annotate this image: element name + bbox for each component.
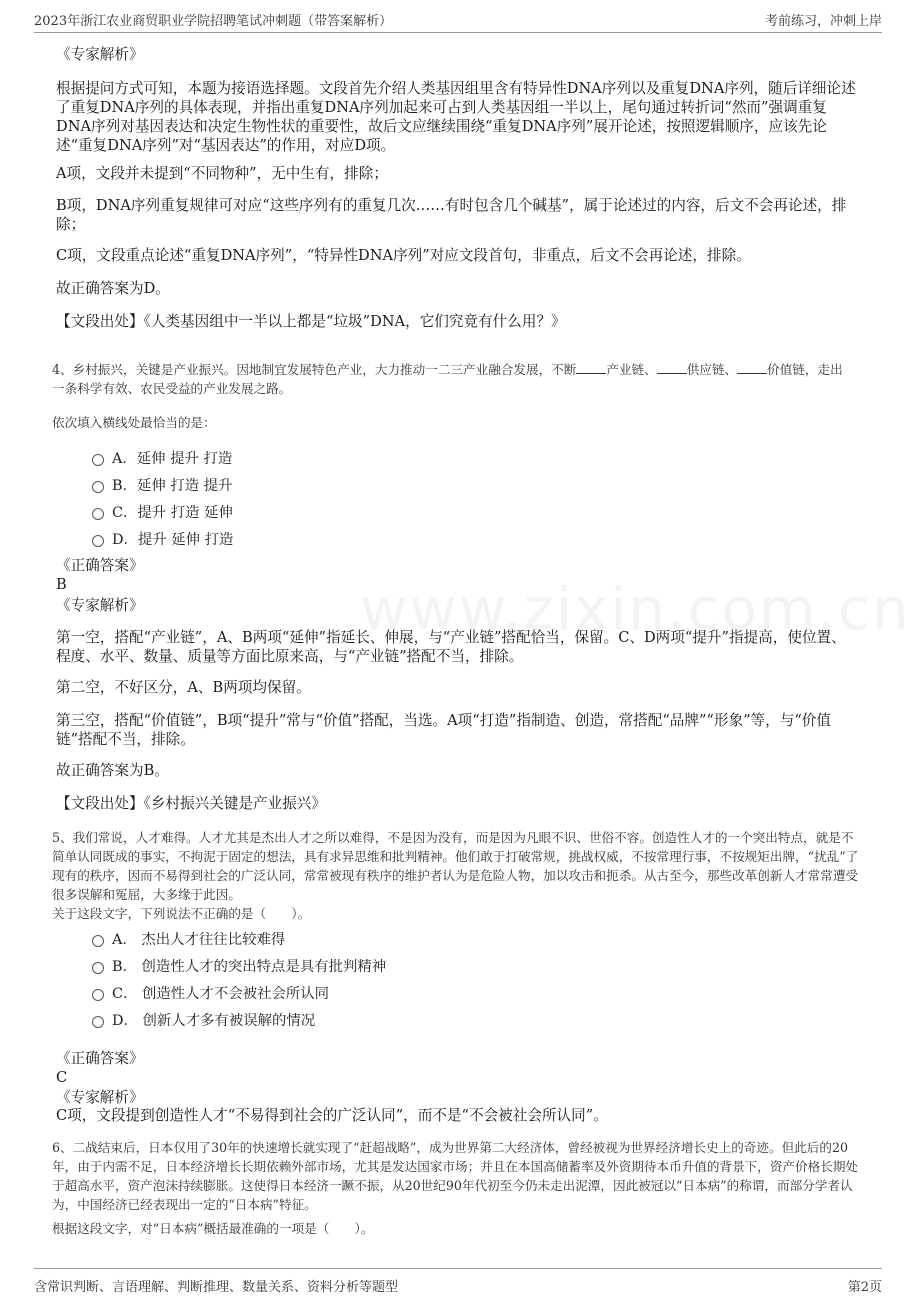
q5-analysis: C项，文段提到创造性人才“不易得到社会的广泛认同”，而不是“不会被社会所认同”。 bbox=[56, 1107, 608, 1124]
q4-option-d[interactable]: D．提升 延伸 打造 bbox=[92, 528, 233, 549]
q4-stem-e: 一条科学有效、农民受益的产业发展之路。 bbox=[52, 381, 292, 396]
q4-blank-1 bbox=[576, 363, 606, 374]
q5-answer-label: 《正确答案》 bbox=[56, 1050, 144, 1067]
q6-prompt: 根据这段文字，对“日本病”概括最准确的一项是（ ）。 bbox=[52, 1221, 374, 1236]
radio-icon[interactable] bbox=[92, 454, 104, 466]
q3-source: 【文段出处】《人类基因组中一半以上都是“垃圾”DNA，它们究竟有什么用？》 bbox=[56, 313, 566, 330]
q4-analysis-3: 第三空，搭配“价值链”，B项“提升”常与“价值”搭配，当选。A项“打造”指制造、创造，常搭配“品牌”“形象”等，与“价值链”搭配不当，排除。 bbox=[56, 712, 831, 748]
q3-option-c-analysis: C项，文段重点论述“重复DNA序列”，“特异性DNA序列”对应文段首句，非重点，后文不会再论述，排除。 bbox=[56, 247, 751, 264]
radio-icon[interactable] bbox=[92, 481, 104, 493]
q3-analysis: 根据提问方式可知，本题为接语选择题。文段首先介绍人类基因组里含有特异性DNA序列以及重复DNA序列，随后详细论述了重复DNA序列的具体表现，并指出重复DNA序列加起来可占到人类基因组一半以上，尾句通过转折词“然而”强调重复DNA序列对基因表达和决定生物性状的重要性，故后文应继续围绕“重复DNA序列”展开论述，按照逻辑顺序，应该先论述“重复DNA序列”对“基因表达”的作用，对应D项。 bbox=[56, 80, 856, 154]
q4-prompt: 依次填入横线处最恰当的是： bbox=[52, 415, 216, 430]
radio-icon[interactable] bbox=[92, 989, 104, 1001]
q4-option-b[interactable]: B．延伸 打造 提升 bbox=[92, 474, 232, 495]
q3-expert-label: 《专家解析》 bbox=[56, 46, 144, 63]
q5-option-a[interactable]: A． 杰出人才往往比较难得 bbox=[92, 928, 285, 949]
footer-topics: 含常识判断、言语理解、判断推理、数量关系、资料分析等题型 bbox=[34, 1280, 399, 1295]
q4-analysis-1: 第一空，搭配“产业链”，A、B两项“延伸”指延长、伸展，与“产业链”搭配恰当，保留。C、D两项“提升”指提高，使位置、程度、水平、数量、质量等方面比原来高，与“产业链”搭配不当，排除。 bbox=[56, 629, 846, 665]
q4-stem-b: 产业链、 bbox=[606, 362, 657, 377]
q3-conclusion: 故正确答案为D。 bbox=[56, 280, 170, 297]
q4-stem-a: 4、乡村振兴，关键是产业振兴。因地制宜发展特色产业，大力推动一二三产业融合发展，不断 bbox=[52, 362, 577, 377]
page-number: 第2页 bbox=[847, 1280, 882, 1295]
q4-stem-d: 价值链，走出 bbox=[767, 362, 843, 377]
header-slogan: 考前练习，冲刺上岸 bbox=[764, 14, 882, 29]
radio-icon[interactable] bbox=[92, 508, 104, 520]
q4-source: 【文段出处】《乡村振兴关键是产业振兴》 bbox=[56, 795, 326, 812]
page-header bbox=[34, 10, 882, 33]
q5-option-b[interactable]: B． 创造性人才的突出特点是具有批判精神 bbox=[92, 955, 386, 976]
q5-prompt: 关于这段文字，下列说法不正确的是（ ）。 bbox=[52, 906, 311, 921]
q4-stem-c: 供应链、 bbox=[686, 362, 738, 377]
q4-blank-3 bbox=[737, 363, 767, 374]
q5-expert-label: 《专家解析》 bbox=[56, 1089, 144, 1106]
q4-analysis-2: 第二空，不好区分，A、B两项均保留。 bbox=[56, 679, 311, 696]
radio-icon[interactable] bbox=[92, 1016, 104, 1028]
q5-answer: C bbox=[56, 1069, 68, 1086]
page-footer bbox=[34, 1268, 882, 1295]
q4-answer-label: 《正确答案》 bbox=[56, 557, 144, 574]
q4-conclusion: 故正确答案为B。 bbox=[56, 762, 169, 779]
radio-icon[interactable] bbox=[92, 535, 104, 547]
q4-expert-label: 《专家解析》 bbox=[56, 597, 144, 614]
q5-option-c[interactable]: C． 创造性人才不会被社会所认同 bbox=[92, 982, 329, 1003]
q4-blank-2 bbox=[657, 363, 687, 374]
q5-stem: 5、我们常说，人才难得。人才尤其是杰出人才之所以难得，不是因为没有，而是因为凡眼不识、世俗不容。创造性人才的一个突出特点，就是不简单认同既成的事实，不拘泥于固定的想法，具有求异思维和批判精神。他们敢于打破常规，挑战权威，不按常理行事，不按规矩出牌，“扰乱”了现有的秩序，因而不易得到社会的广泛认同，常常被现有秩序的维护者认为是危险人物，加以攻击和扼杀。从古至今，那些改革创新人才常常遭受很多误解和冤屈，大多缘于此因。 bbox=[52, 830, 859, 902]
q3-option-a-analysis: A项，文段并未提到“不同物种”，无中生有，排除； bbox=[56, 165, 388, 182]
q3-option-b-analysis: B项，DNA序列重复规律可对应“这些序列有的重复几次……有时包含几个碱基”，属于论述过的内容，后文不会再论述，排除； bbox=[56, 197, 847, 233]
radio-icon[interactable] bbox=[92, 962, 104, 974]
q4-stem bbox=[52, 360, 864, 398]
q4-option-c[interactable]: C．提升 打造 延伸 bbox=[92, 501, 233, 522]
q5-option-d[interactable]: D． 创新人才多有被误解的情况 bbox=[92, 1009, 315, 1030]
q4-option-a[interactable]: A．延伸 提升 打造 bbox=[92, 447, 232, 468]
header-title: 2023年浙江农业商贸职业学院招聘笔试冲刺题（带答案解析） bbox=[34, 14, 393, 29]
radio-icon[interactable] bbox=[92, 935, 104, 947]
q4-answer: B bbox=[56, 576, 67, 593]
q6-stem: 6、二战结束后，日本仅用了30年的快速增长就实现了“赶超战略”，成为世界第二大经济体，曾经被视为世界经济增长史上的奇迹。但此后的20年，由于内需不足，日本经济增长长期依赖外部市场，尤其是发达国家市场；并且在本国高储蓄率及外资期待本币升值的背景下，资产价格长期处于超高水平，资产泡沫持续膨胀。这使得日本经济一蹶不振，从20世纪90年代初至今仍未走出泥潭，因此被冠以“日本病”的称谓，而部分学者认为，中国经济已经表现出一定的“日本病”特征。 bbox=[52, 1140, 858, 1212]
